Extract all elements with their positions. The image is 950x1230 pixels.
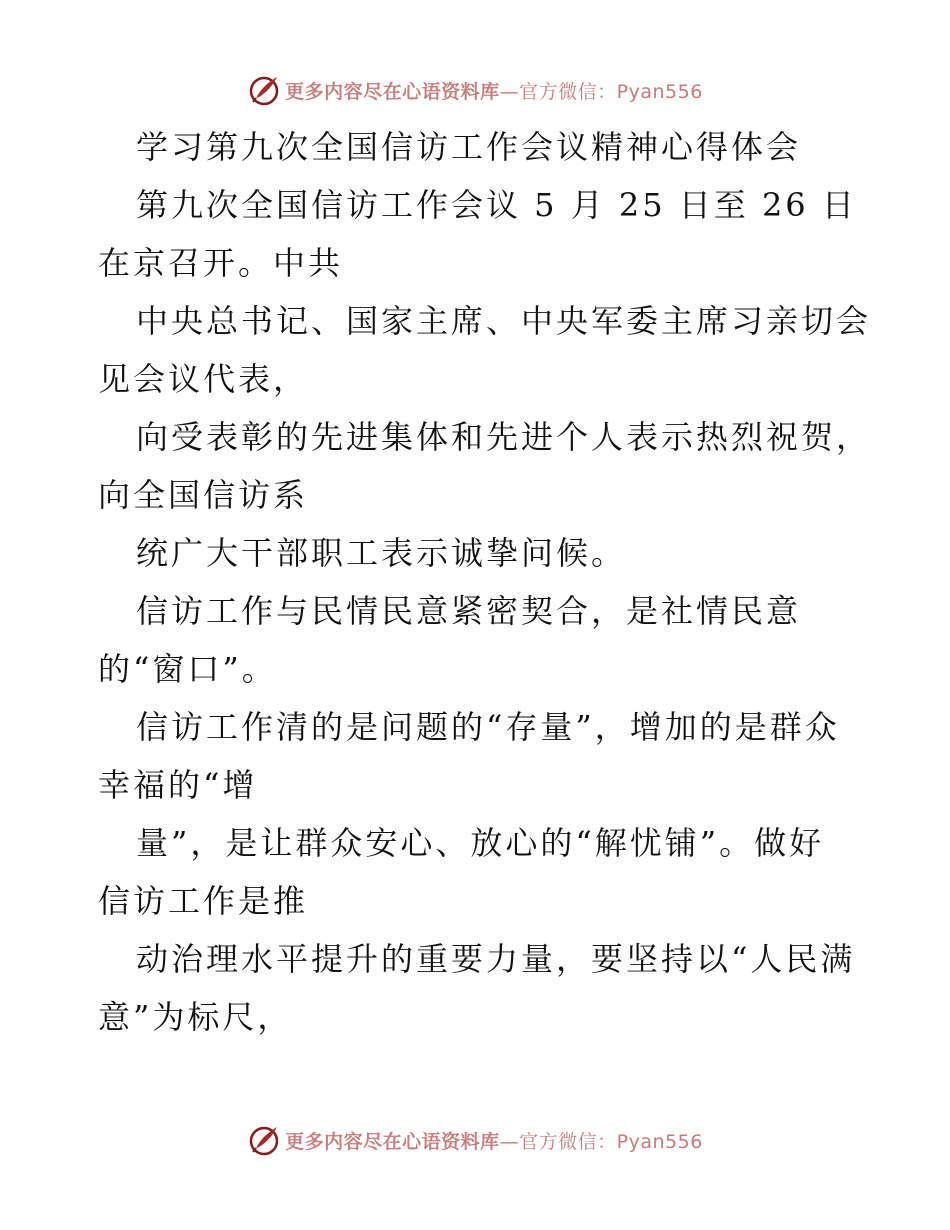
text-line: 动治理水平提升的重要力量，要坚持以“人民满 [136, 940, 856, 978]
watermark-account-text: 官方微信：Pyan556 [519, 1130, 703, 1153]
watermark-separator: — [499, 1130, 520, 1153]
text-line: 见会议代表， [98, 360, 309, 398]
feather-pen-seal-icon [247, 1123, 281, 1157]
watermark-account-text: 官方微信：Pyan556 [519, 80, 703, 103]
watermark-main-text: 更多内容尽在心语资料库 [285, 1130, 500, 1153]
watermark-separator: — [499, 80, 520, 103]
text-line: 在京召开。中共 [98, 244, 344, 282]
text-line: 意”为标尺， [98, 998, 293, 1036]
footer-watermark [0, 1120, 950, 1160]
text-line: 中央总书记、国家主席、中央军委主席习亲切会 [136, 302, 872, 340]
watermark-text [285, 77, 703, 104]
text-line: 量”，是让群众安心、放心的“解忧铺”。做好 [136, 824, 825, 862]
feather-pen-seal-icon [247, 73, 281, 107]
text-line: 统广大干部职工表示诚挚问候。 [136, 534, 627, 572]
text-line: 信访工作清的是问题的“存量”，增加的是群众 [136, 708, 840, 746]
text-line: 信访工作与民情民意紧密契合，是社情民意 [136, 592, 802, 630]
text-line: 第九次全国信访工作会议 5 月 25 日至 26 日 [136, 186, 857, 224]
header-watermark [0, 70, 950, 110]
text-line: 信访工作是推 [98, 882, 309, 920]
document-body [98, 118, 872, 1046]
text-line: 向全国信访系 [98, 476, 309, 514]
text-line: 幸福的“增 [98, 766, 258, 804]
watermark-main-text: 更多内容尽在心语资料库 [285, 80, 500, 103]
document-title: 学习第九次全国信访工作会议精神心得体会 [136, 128, 802, 166]
watermark-text [285, 1127, 703, 1154]
text-line: 的“窗口”。 [98, 650, 277, 688]
text-line: 向受表彰的先进集体和先进个人表示热烈祝贺， [136, 418, 872, 456]
